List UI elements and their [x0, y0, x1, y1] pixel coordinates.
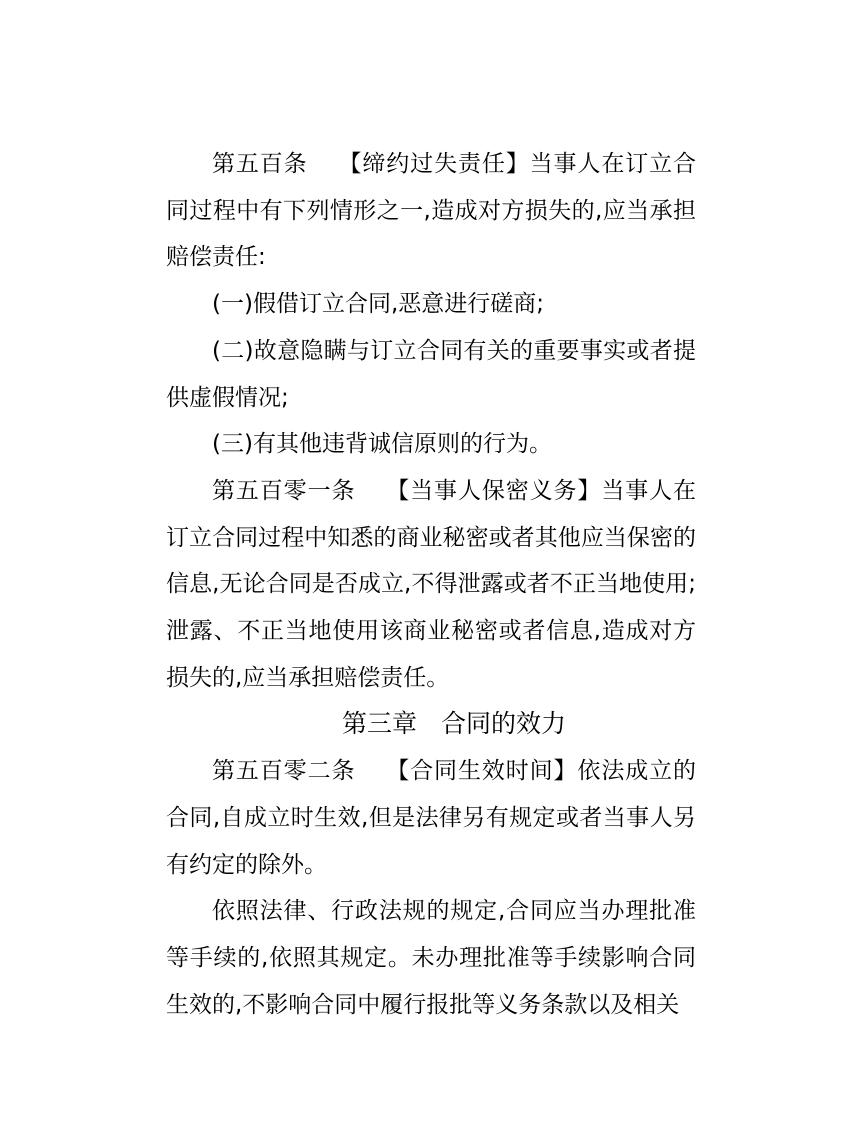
article-500-paragraph — [166, 141, 696, 281]
article-502-second-paragraph: 依照法律、行政法规的规定,合同应当办理批准等手续的,依照其规定。未办理批准等手续影响合同生效的,不影响合同中履行报批等义务条款以及相关 — [166, 898, 696, 1018]
article-502-number: 第五百零二条 — [212, 758, 356, 785]
document-body — [166, 141, 696, 1028]
article-500-number: 第五百条 — [212, 151, 308, 177]
chapter-heading — [166, 701, 696, 748]
article-501-text: 【当事人保密义务】当事人在订立合同过程中知悉的商业秘密或者其他应当保密的信息,无论合同是否成立,不得泄露或者不正当地使用;泄露、不正当地使用该商业秘密或者信息,造成对方损失的,应当承担赔偿责任。 — [166, 477, 697, 691]
chapter-title: 合同的效力 — [441, 709, 567, 739]
article-500-item-3: (三)有其他违背诚信原则的行为。 — [212, 431, 552, 458]
article-500-item-2: (二)故意隐瞒与订立合同有关的重要事实或者提供虚假情况; — [166, 337, 696, 411]
article-502-text: 【合同生效时间】依法成立的合同,自成立时生效,但是法律另有规定或者当事人另有约定的除外。 — [166, 758, 697, 878]
article-500-item-1: (一)假借订立合同,恶意进行磋商; — [212, 291, 545, 318]
article-500-text: 【缔约过失责任】当事人在订立合同过程中有下列情形之一,造成对方损失的,应当承担赔偿责任: — [166, 151, 697, 271]
article-502-paragraph — [166, 748, 696, 888]
article-501-number: 第五百零一条 — [212, 477, 356, 504]
chapter-number: 第三章 — [341, 709, 417, 739]
article-501-paragraph — [166, 468, 696, 702]
